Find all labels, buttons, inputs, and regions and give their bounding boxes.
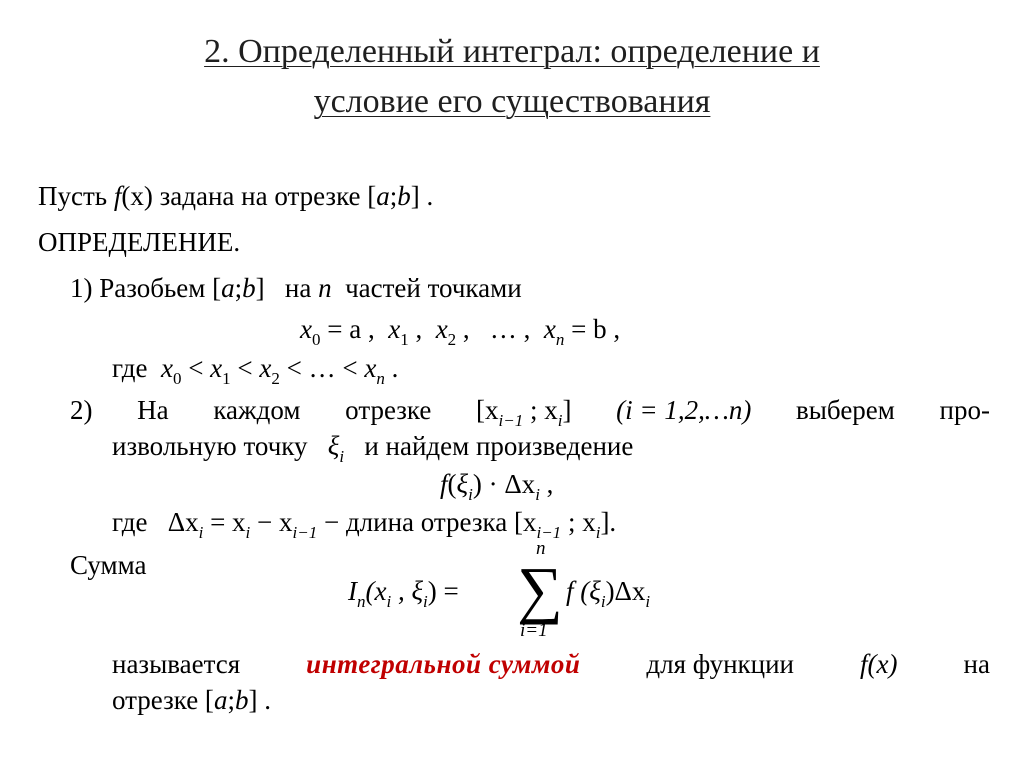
delta-definition: где $\Delta x_i = x_i - x_{i-1}$ − длина отрезка [$x_{i-1}$ ; $x_i$]. [112,507,617,542]
integral-sum-term: интегральной суммой [306,649,581,679]
step1-line: 1) Разобьем [a;b] на n частей точками [70,273,522,303]
sum-word: Сумма [70,550,147,580]
step2-line1: 2) На каждом отрезке [$x_{i-1}$ ; $x_i$] (i = 1,2,…n) выберем про- [70,395,990,430]
intro-line: Пусть f(x) задана на отрезке [a;b] . [38,181,434,211]
definition-heading: ОПРЕДЕЛЕНИЕ. [38,227,241,257]
page-title-line1: 2. Определенный интеграл: определение и [204,33,820,70]
sum-rhs: f $(\xi_i)\Delta x_i$ [566,576,651,611]
product-formula: $f(\xi_i) \cdot \Delta x_i$ , [440,469,554,504]
sigma-lower-limit: i=1 [520,620,548,641]
called-line: называется интегральной суммой для функции f(x) на [112,649,990,679]
partition-points: $x_0 = a$ , $x_1$ , $x_2$ , … , $x_n = b$ , [300,314,621,349]
sigma-symbol: ∑ [517,554,563,625]
step2-line2: извольную точку $\xi_i$ и найдем произведение [112,431,634,466]
sigma-upper-limit: n [536,538,546,559]
sum-lhs: $I_n(x_i$ , $\xi_i$) = [348,576,459,611]
order-line: где $x_0 < x_1 < x_2$ < … < $x_n$ . [112,353,399,388]
last-line: отрезке [a;b] . [112,685,271,715]
page-title-line2: условие его существования [313,83,711,120]
